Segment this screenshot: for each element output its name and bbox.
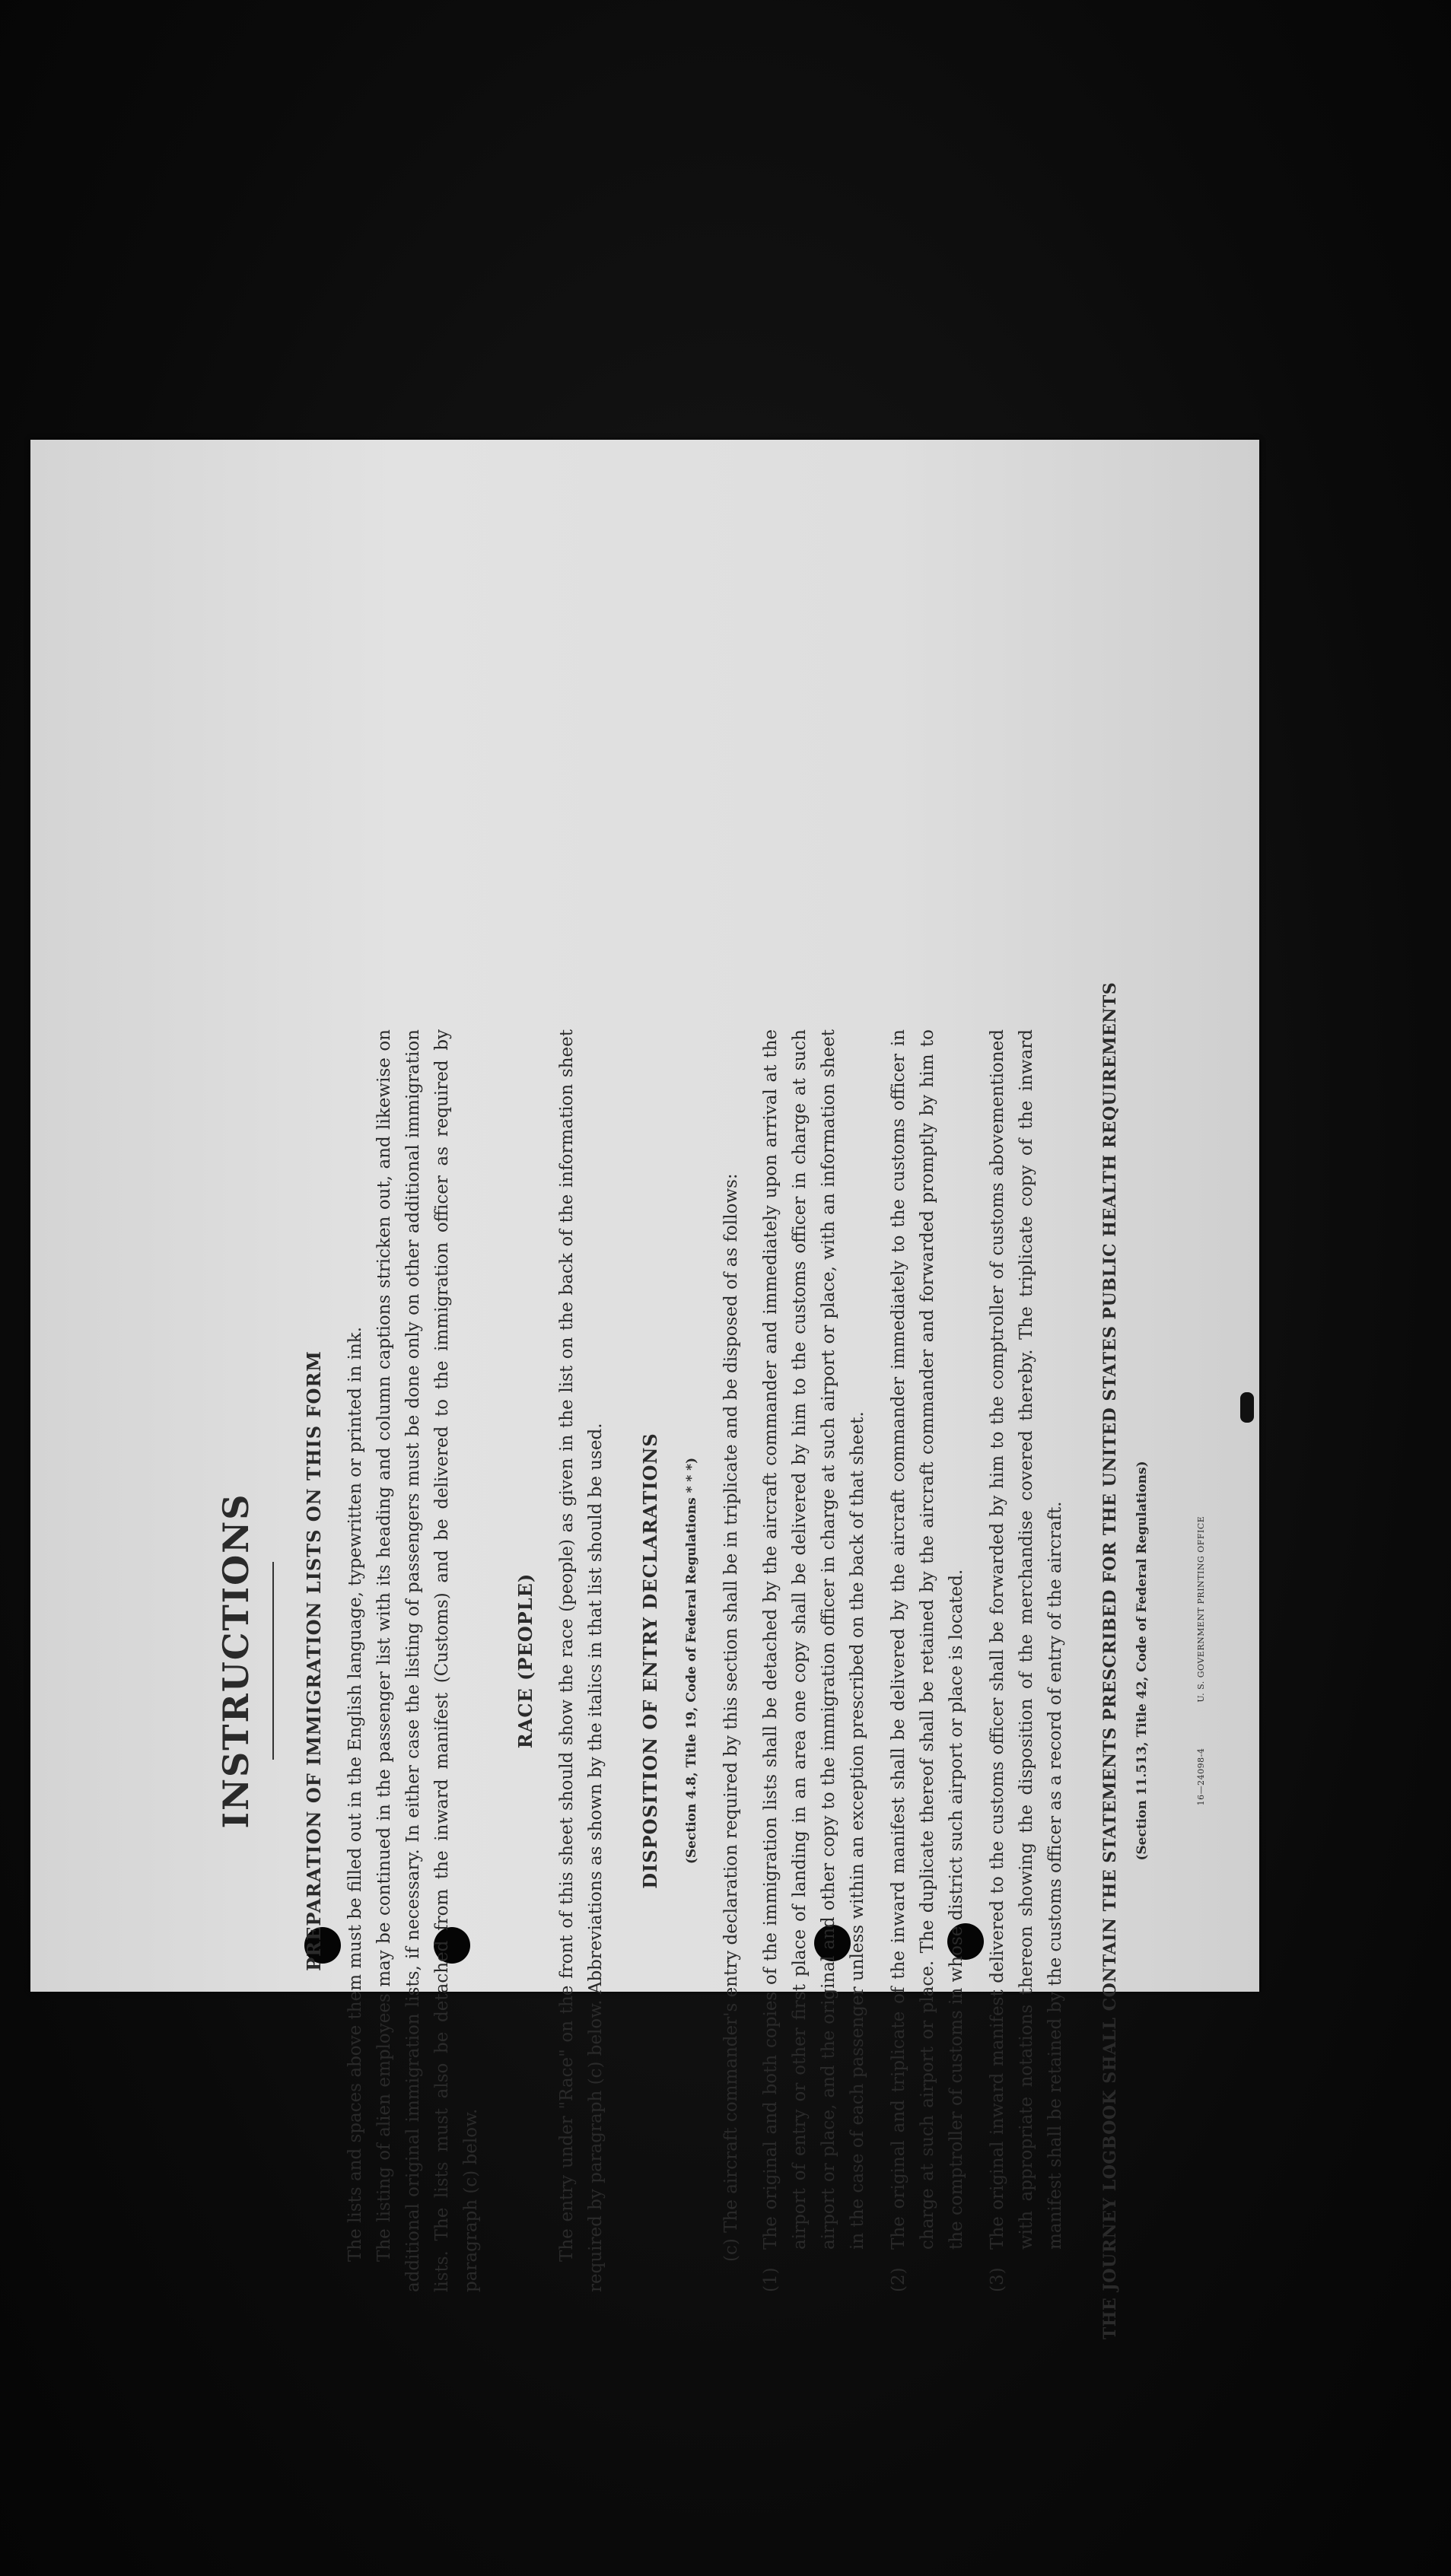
item-number: (2) <box>889 2267 908 2292</box>
instructions-text-rotated <box>99 938 1301 2384</box>
item-number: (3) <box>988 2267 1007 2292</box>
section-heading-disposition: DISPOSITION OF ENTRY DECLARATIONS <box>639 1433 661 1889</box>
section-heading-preparation: PREPARATION OF IMMIGRATION LISTS ON THIS FORM <box>303 1350 325 1971</box>
printer-footer <box>1187 938 1216 2384</box>
page-title: INSTRUCTIONS <box>215 1493 256 1829</box>
section-citation: (Section 4.8, Title 19, Code of Federal Regulations * * *) <box>684 1457 699 1865</box>
paragraph: (c) The aircraft commander's entry declaration required by this section shall be in triplicate and be disposed of as follows: <box>721 1173 741 2262</box>
title-rule <box>272 1562 274 1760</box>
section-citation: (Section 11.513, Title 42, Code of Federal Regulations) <box>1134 1461 1150 1861</box>
section-heading-race: RACE (PEOPLE) <box>514 1573 536 1749</box>
item-text: The original and triplicate of the inward manifest shall be delivered by the aircraft commander immediately to the customs officer in charge at such airport or place. The duplicate thereof shall be retained by the aircraft commander and forwarded promptly by him to the comptroller of customs in whose district such airport or place is located. <box>889 1029 966 2250</box>
item-text: The original and both copies of the immigration lists shall be detached by the aircraft commander and immediately upon arrival at the airport of entry or other first place of landing in an area one copy shall be delivered by him to the customs officer in charge at such airport or place, and the original and other copy to the immigration officer in charge at such airport or place, with an information sheet in the case of each passenger unless within an exception prescribed on the back of that sheet. <box>761 1029 867 2250</box>
item-text: The original inward manifest delivered to the customs officer shall be forwarded by him to the comptroller of customs abovementioned with appropriate notations thereon showing the disposition of the merchandise covered thereby. The triplicate copy of the inward manifest shall be retained by the customs officer as a record of entry of the aircraft. <box>988 1029 1065 2250</box>
list-item <box>756 1029 872 2292</box>
list-item <box>983 1029 1070 2292</box>
paragraph: The lists and spaces above them must be filled out in the English language, typewritten or printed in ink. <box>345 1326 365 2262</box>
paragraph: The listing of alien employees may be continued in the passenger list with its heading and column captions stricken out, and likewise on additional original immigration lists, if necessary. In either case the listing of passengers must be done only on other additional immigration lists. The lists must also be detached from the inward manifest (Customs) and be delivered to the immigration officer as required by paragraph (c) below. <box>374 1029 481 2292</box>
form-number: 16—24098-4 <box>1196 1748 1206 1806</box>
item-number: (1) <box>761 2267 781 2292</box>
document-sheet <box>30 440 1259 2340</box>
paragraph: The entry under "Race" on the front of this sheet should show the race (people) as given in the list on the back of the information sheet required by paragraph (c) below. Abbreviations as shown by the italics in that list should be used. <box>557 1029 606 2292</box>
disposition-list <box>756 1029 1070 2292</box>
list-item <box>884 1029 971 2292</box>
scan-artifact <box>1240 1392 1254 1423</box>
section-heading-public-health: THE JOURNEY LOGBOOK SHALL CONTAIN THE STATEMENTS PRESCRIBED FOR THE UNITED STATES PUBLIC HEALTH REQUIREMENTS <box>1100 981 1120 2340</box>
printer-imprint: U. S. GOVERNMENT PRINTING OFFICE <box>1196 1515 1206 1703</box>
